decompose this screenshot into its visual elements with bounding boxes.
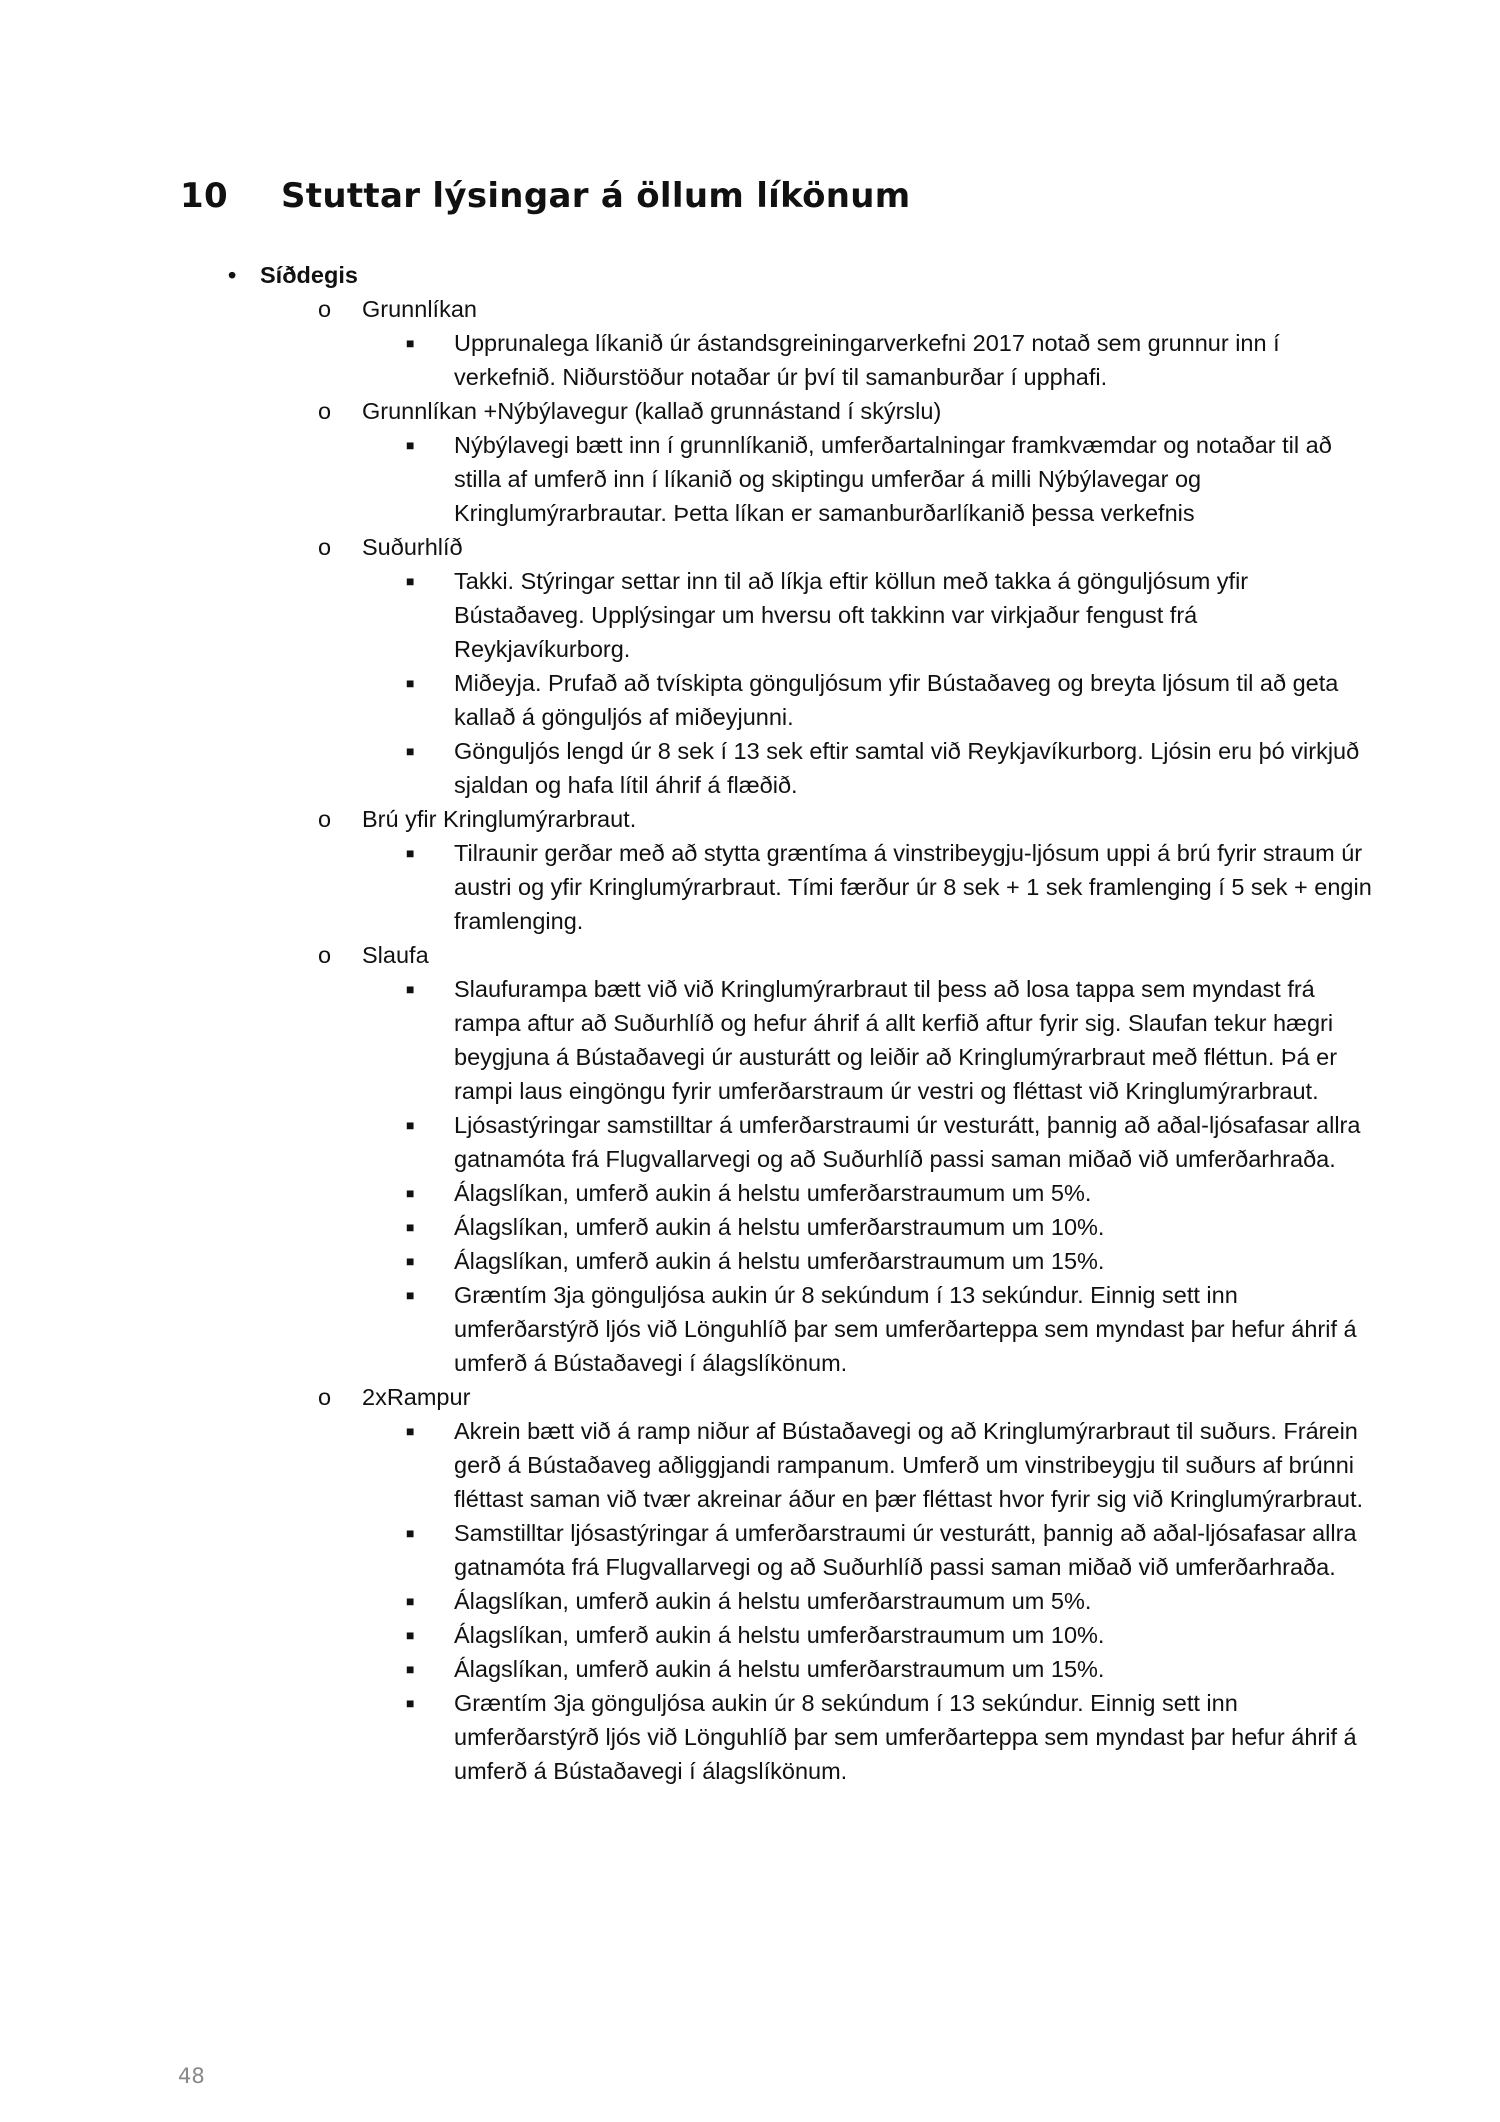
bullet-circle-icon: o — [318, 296, 332, 322]
list-item — [0, 530, 1500, 564]
list-item — [0, 1414, 1374, 1516]
bullet-square-icon: ■ — [406, 1695, 415, 1711]
list-item — [0, 326, 1374, 394]
subsection-title: Síðdegis — [260, 262, 358, 288]
list-item — [0, 394, 1500, 428]
bullet-square-icon: ■ — [406, 1185, 415, 1201]
model-detail: Álagslíkan, umferð aukin á helstu umferðarstraumum um 5%. — [454, 1588, 1092, 1614]
list-item — [0, 938, 1500, 972]
list-item — [0, 1278, 1374, 1380]
section-title: Stuttar lýsingar á öllum líkönum — [281, 176, 911, 216]
list-item — [0, 666, 1374, 734]
bullet-circle-icon: o — [318, 806, 332, 832]
model-name: Brú yfir Kringlumýrarbraut. — [362, 806, 637, 832]
section-heading — [180, 176, 911, 216]
document-body — [0, 258, 1500, 1788]
model-detail: Upprunalega líkanið úr ástandsgreiningarverkefni 2017 notað sem grunnur inn í verkefnið. Niðurstöður notaðar úr því til samanburðar í upphafi. — [454, 330, 1280, 390]
model-name: Grunnlíkan — [362, 296, 477, 322]
model-detail: Tilraunir gerðar með að stytta græntíma á vinstribeygju-ljósum uppi á brú fyrir straum úr austri og yfir Kringlumýrarbraut. Tími færður úr 8 sek + 1 sek framlenging í 5 sek + engin framlenging. — [454, 840, 1372, 934]
bullet-square-icon: ■ — [406, 1627, 415, 1643]
bullet-square-icon: ■ — [406, 981, 415, 997]
bullet-square-icon: ■ — [406, 1593, 415, 1609]
bullet-square-icon: ■ — [406, 845, 415, 861]
bullet-dot-icon: • — [228, 262, 237, 288]
model-detail: Akrein bætt við á ramp niður af Bústaðavegi og að Kringlumýrarbraut til suðurs. Frárein gerð á Bústaðaveg aðliggjandi rampanum. Umferð um vinstribeygju til suðurs af brúnni fléttast saman við tvær akreinar áður en þær fléttast hvor fyrir sig við Kringlumýrarbraut. — [454, 1418, 1364, 1512]
bullet-circle-icon: o — [318, 942, 332, 968]
list-item — [0, 1108, 1374, 1176]
list-item — [0, 1584, 1374, 1618]
model-detail: Álagslíkan, umferð aukin á helstu umferðarstraumum um 10%. — [454, 1214, 1105, 1240]
list-item — [0, 734, 1374, 802]
model-detail: Álagslíkan, umferð aukin á helstu umferðarstraumum um 15%. — [454, 1248, 1105, 1274]
model-detail: Slaufurampa bætt við við Kringlumýrarbraut til þess að losa tappa sem myndast frá rampa aftur að Suðurhlíð og hefur áhrif á allt kerfið aftur fyrir sig. Slaufan tekur hægri beygjuna á Bústaðavegi úr austurátt og leiðir að Kringlumýrarbraut með fléttun. Þá er rampi laus eingöngu fyrir umferðarstraum úr vestri og fléttast við Kringlumýrarbraut. — [454, 976, 1338, 1104]
list-item — [0, 802, 1500, 836]
bullet-square-icon: ■ — [406, 573, 415, 589]
list-item — [0, 564, 1374, 666]
list-item — [0, 1516, 1374, 1584]
model-detail: Álagslíkan, umferð aukin á helstu umferðarstraumum um 10%. — [454, 1622, 1105, 1648]
list-item — [0, 1618, 1374, 1652]
subsection-title-row — [0, 258, 1500, 292]
bullet-square-icon: ■ — [406, 1525, 415, 1541]
model-detail: Græntím 3ja gönguljósa aukin úr 8 sekúndum í 13 sekúndur. Einnig sett inn umferðarstýrð ljós við Lönguhlíð þar sem umferðarteppa sem myndast þar hefur áhrif á umferð á Bústaðavegi í álagslíkönum. — [454, 1282, 1357, 1376]
model-detail: Ljósastýringar samstilltar á umferðarstraumi úr vesturátt, þannig að aðal-ljósafasar allra gatnamóta frá Flugvallarvegi og að Suðurhlíð passi saman miðað við umferðarhraða. — [454, 1112, 1361, 1172]
list-item — [0, 1176, 1374, 1210]
bullet-circle-icon: o — [318, 398, 332, 424]
bullet-square-icon: ■ — [406, 437, 415, 453]
bullet-square-icon: ■ — [406, 1661, 415, 1677]
bullet-square-icon: ■ — [406, 1219, 415, 1235]
model-name: 2xRampur — [362, 1384, 471, 1410]
list-item — [0, 1210, 1374, 1244]
bullet-square-icon: ■ — [406, 1423, 415, 1439]
bullet-square-icon: ■ — [406, 675, 415, 691]
bullet-circle-icon: o — [318, 1384, 332, 1410]
bullet-square-icon: ■ — [406, 743, 415, 759]
model-detail: Nýbýlavegi bætt inn í grunnlíkanið, umferðartalningar framkvæmdar og notaðar til að stilla af umferð inn í líkanið og skiptingu umferðar á milli Nýbýlavegar og Kringlumýrarbrautar. Þetta líkan er samanburðarlíkanið þessa verkefnis — [454, 432, 1332, 526]
bullet-square-icon: ■ — [406, 1117, 415, 1133]
model-detail: Takki. Stýringar settar inn til að líkja eftir köllun með takka á gönguljósum yfir Bústaðaveg. Upplýsingar um hversu oft takkinn var virkjaður fengust frá Reykjavíkurborg. — [454, 568, 1249, 662]
list-item — [0, 1380, 1500, 1414]
section-number: 10 — [180, 176, 228, 216]
bullet-square-icon: ■ — [406, 1287, 415, 1303]
bullet-square-icon: ■ — [406, 335, 415, 351]
list-item — [0, 1244, 1374, 1278]
model-detail: Græntím 3ja gönguljósa aukin úr 8 sekúndum í 13 sekúndur. Einnig sett inn umferðarstýrð ljós við Lönguhlíð þar sem umferðarteppa sem myndast þar hefur áhrif á umferð á Bústaðavegi í álagslíkönum. — [454, 1690, 1357, 1784]
list-item — [0, 428, 1374, 530]
list-item — [0, 972, 1374, 1108]
list-item — [0, 1686, 1374, 1788]
list-item — [0, 1652, 1374, 1686]
model-detail: Álagslíkan, umferð aukin á helstu umferðarstraumum um 15%. — [454, 1656, 1105, 1682]
model-detail: Samstilltar ljósastýringar á umferðarstraumi úr vesturátt, þannig að aðal-ljósafasar allra gatnamóta frá Flugvallarvegi og að Suðurhlíð passi saman miðað við umferðarhraða. — [454, 1520, 1357, 1580]
model-name: Grunnlíkan +Nýbýlavegur (kallað grunnástand í skýrslu) — [362, 398, 942, 424]
list-item — [0, 836, 1374, 938]
page-number: 48 — [178, 2064, 205, 2088]
bullet-circle-icon: o — [318, 534, 332, 560]
model-detail: Miðeyja. Prufað að tvískipta gönguljósum yfir Bústaðaveg og breyta ljósum til að geta kallað á gönguljós af miðeyjunni. — [454, 670, 1339, 730]
list-item — [0, 292, 1500, 326]
model-detail: Gönguljós lengd úr 8 sek í 13 sek eftir samtal við Reykjavíkurborg. Ljósin eru þó virkjuð sjaldan og hafa lítil áhrif á flæðið. — [454, 738, 1360, 798]
model-name: Suðurhlíð — [362, 534, 463, 560]
model-name: Slaufa — [362, 942, 429, 968]
bullet-square-icon: ■ — [406, 1253, 415, 1269]
model-detail: Álagslíkan, umferð aukin á helstu umferðarstraumum um 5%. — [454, 1180, 1092, 1206]
